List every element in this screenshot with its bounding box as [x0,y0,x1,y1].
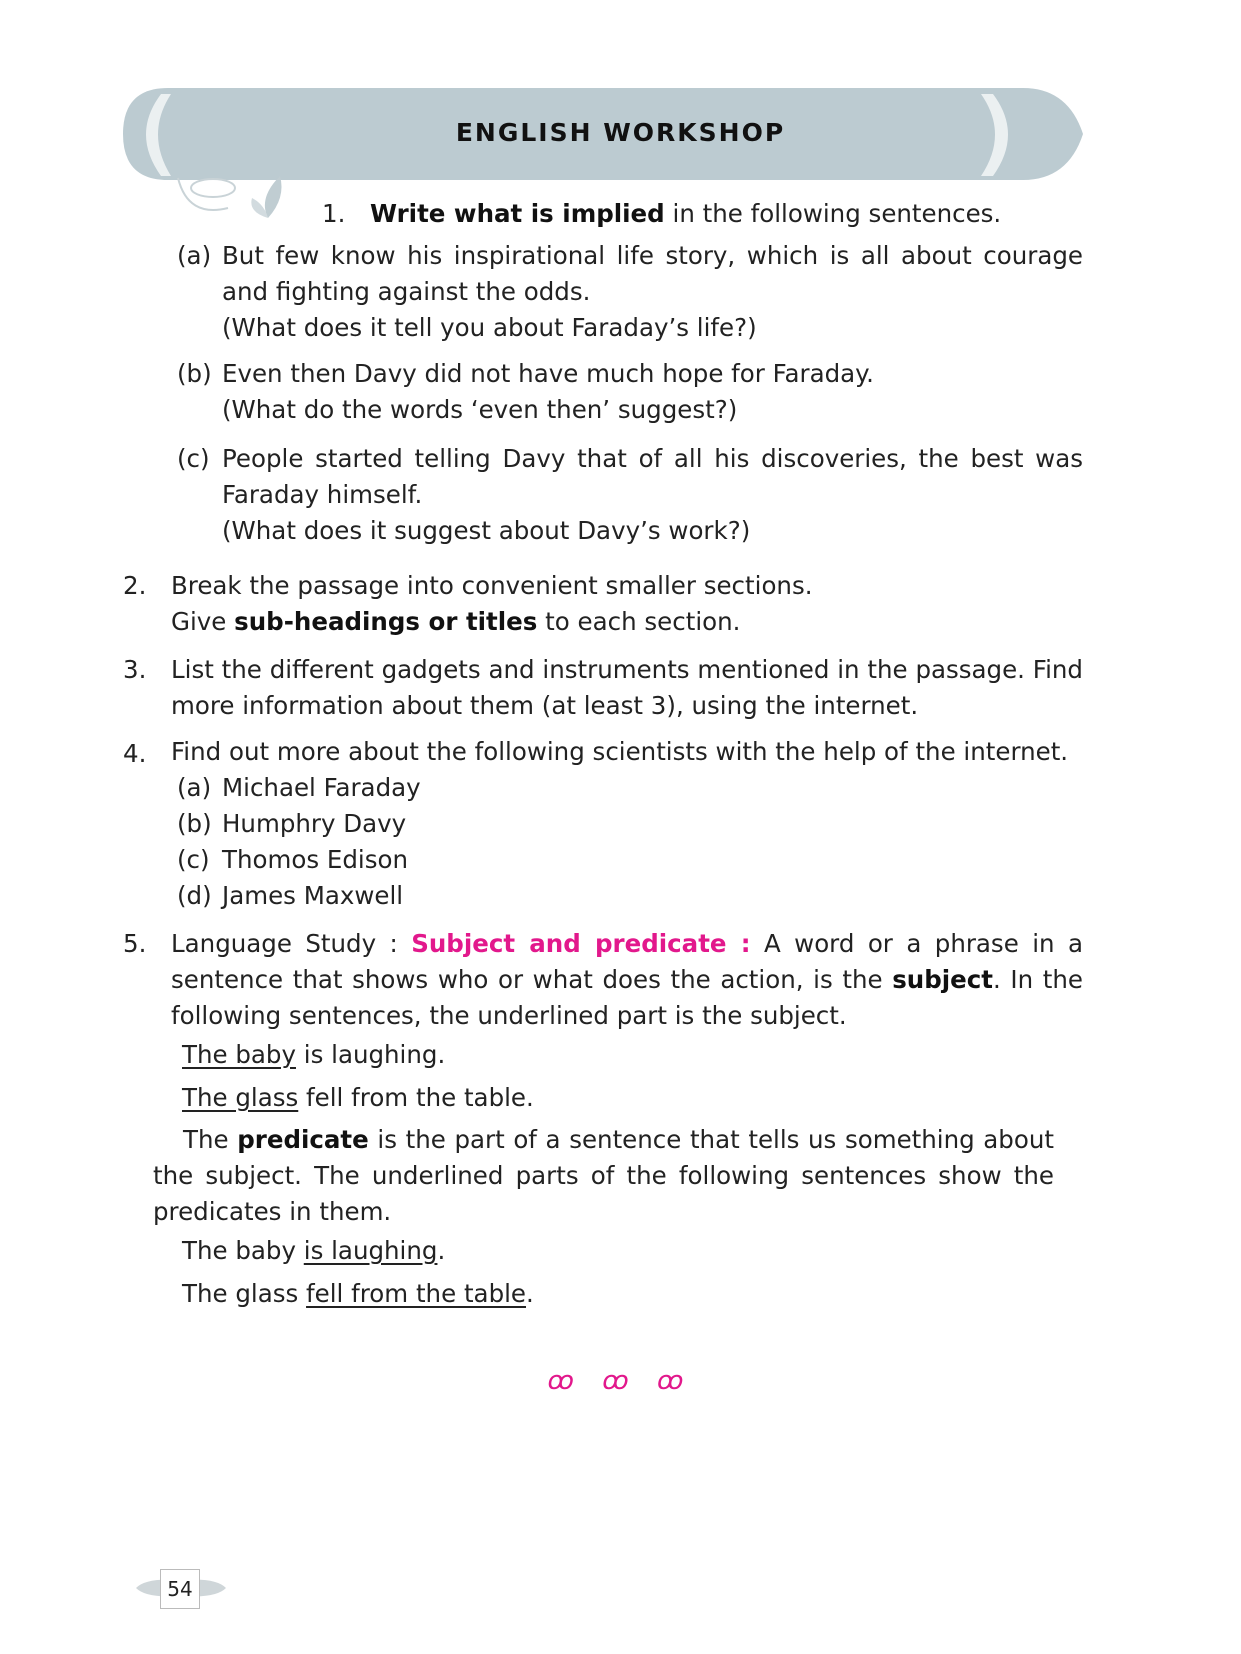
q4-item-a-label: (a) [177,773,212,802]
q1-bold: Write what is implied [370,199,665,228]
q1c-line1: People started telling Davy that of all his discoveries, the best was [222,444,1083,473]
q5-post: . In the following sentences, the underlined part is the subject. [171,965,1083,1030]
q1a-text [222,238,1083,346]
q5-ex2-rest: fell from the table. [298,1083,534,1112]
q5-example-2 [182,1082,534,1114]
section-end-ornament: ꝏ ꝏ ꝏ [547,1366,694,1396]
q1-instruction [370,198,1001,230]
q5-predicate-text [153,1122,1054,1230]
q5-pred-pre: The [183,1125,238,1154]
q2-line2-post: to each section. [537,607,741,636]
q4-number: 4. [123,739,147,768]
page-number: 54 [160,1569,200,1609]
q3-text: List the different gadgets and instruments mentioned in the passage. Find more information about them (at least 3), using the internet. [171,655,1083,720]
q5-ex1-subject: The baby [182,1040,296,1069]
q1-rest: in the following sentences. [664,199,1002,228]
q5-ex1-rest: is laughing. [295,1040,446,1069]
q5-ex4-pre: The glass [182,1279,307,1308]
q5-subject-bold: subject [892,965,993,994]
header-title: ENGLISH WORKSHOP [455,118,786,147]
q1b-line1: Even then Davy did not have much hope for Faraday. [222,359,874,388]
q5-example-1 [182,1039,445,1071]
q5-ex4-predicate: fell from the table [306,1279,526,1308]
q5-text [171,926,1083,1034]
q1c-label: (c) [177,444,210,473]
q1-number: 1. [322,199,346,228]
q5-example-4 [182,1278,534,1310]
q5-pre: Language Study : [171,929,412,958]
q1b-label: (b) [177,359,212,388]
q2-number: 2. [123,571,147,600]
q4-item-d-label: (d) [177,881,212,910]
q5-ex2-subject: The glass [182,1083,299,1112]
q2-line1: Break the passage into convenient smaller sections. [171,571,813,600]
q2-text [171,568,1083,640]
q1b-text [222,356,1083,428]
q4-item-b-label: (b) [177,809,212,838]
q1c-line2: Faraday himself. [222,480,423,509]
q1b-prompt: (What do the words ‘even then’ suggest?) [222,395,738,424]
q4-text: Find out more about the following scientists with the help of the internet. [171,737,1069,766]
q4-item-b: Humphry Davy [222,809,407,838]
q1a-prompt: (What does it tell you about Faraday’s life?) [222,313,757,342]
q4-item-d: James Maxwell [222,881,404,910]
butterfly-icon [168,168,308,228]
q2-line2-bold: sub-headings or titles [234,607,538,636]
q5-ex3-pre: The baby [182,1236,304,1265]
q5-example-3 [182,1235,445,1267]
q4-item-c: Thomos Edison [222,845,409,874]
q5-ex3-post: . [437,1236,446,1265]
q5-ex3-predicate: is laughing [303,1236,438,1265]
q5-pred-post: is the part of a sentence that tells us something about the subject. The underlined parts of the following sentences show the predicates in them. [153,1125,1054,1226]
q5-highlight: Subject and predicate : [411,929,751,958]
q1a-line2: fighting against the odds. [275,277,591,306]
q4-item-c-label: (c) [177,845,210,874]
q5-ex4-post: . [526,1279,534,1308]
q5-pred-bold: predicate [237,1125,369,1154]
q2-line2-pre: Give [171,607,235,636]
q1c-text [222,441,1083,549]
q5-mid: A word or a phrase in a sentence that shows who or what does the action, is the [171,929,1083,994]
q4-item-a: Michael Faraday [222,773,421,802]
q1a-line1: But few know his inspirational life story, which is all about courage and [222,241,1083,306]
q1c-prompt: (What does it suggest about Davy’s work?) [222,516,751,545]
q3-number: 3. [123,655,147,684]
q1a-label: (a) [177,241,212,270]
q5-number: 5. [123,929,147,958]
